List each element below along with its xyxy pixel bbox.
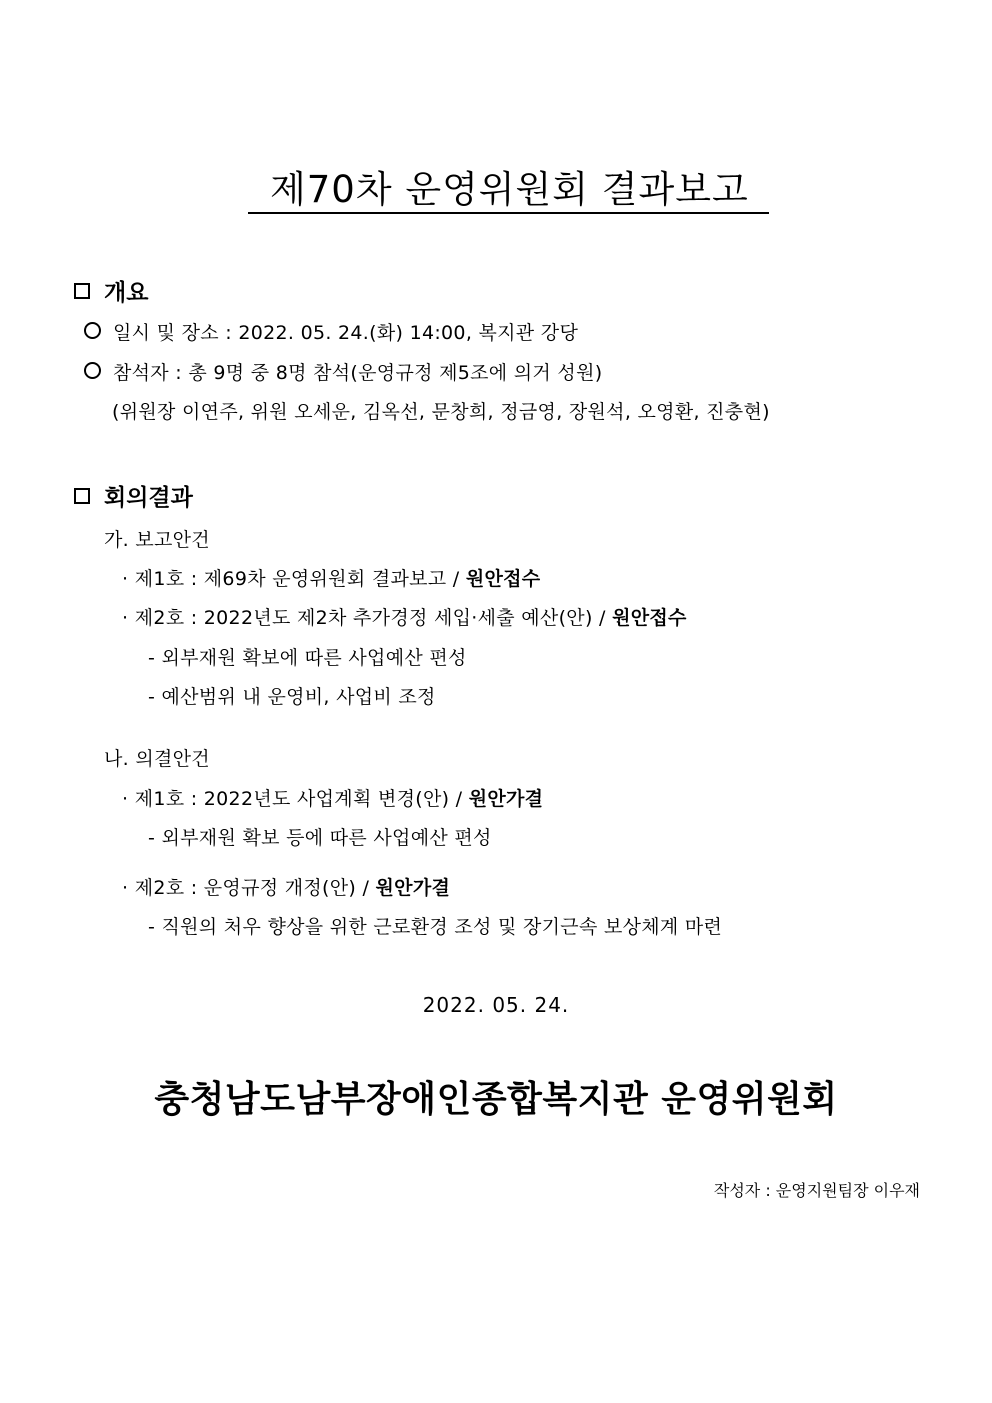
section-heading-results-label: 회의결과 <box>104 485 193 511</box>
resolution-item-2-detail-1: - 직원의 처우 향상을 위한 근로환경 조성 및 장기근속 보상체계 마련 <box>148 916 723 938</box>
report-item-1-label: 제1호 <box>134 568 185 590</box>
resolution-item-1: · 제1호 : 2022년도 사업계획 변경(안) / 원안가결 <box>122 788 544 810</box>
organization-name: 충청남도남부장애인종합복지관 운영위원회 <box>154 1079 838 1120</box>
resolution-item-1-text: 2022년도 사업계획 변경(안) <box>203 788 450 810</box>
circle-bullet-icon <box>84 362 101 379</box>
section-heading-results <box>74 483 193 513</box>
resolution-item-2: · 제2호 : 운영규정 개정(안) / 원안가결 <box>122 877 451 899</box>
report-item-2-detail-1: - 외부재원 확보에 따른 사업예산 편성 <box>148 647 467 669</box>
report-item-1-text: 제69차 운영위원회 결과보고 <box>203 568 447 590</box>
report-item-2: · 제2호 : 2022년도 제2차 추가경정 세입·세출 예산(안) / 원안접수 <box>122 607 687 629</box>
author-label: 작성자 <box>713 1181 761 1200</box>
report-item-2-result: 원안접수 <box>612 607 687 629</box>
document-date: 2022. 05. 24. <box>422 993 570 1017</box>
checkbox-square-icon <box>74 283 90 299</box>
page-title: 제70차 운영위원회 결과보고 <box>248 168 769 214</box>
resolution-item-1-result: 원안가결 <box>468 788 544 810</box>
detail-text: 외부재원 확보에 따른 사업예산 편성 <box>161 647 467 669</box>
circle-bullet-icon <box>84 322 101 339</box>
resolution-item-2-text: 운영규정 개정(안) <box>203 877 357 899</box>
attendees-value: 총 9명 중 8명 참석(운영규정 제5조에 의거 성원) <box>188 362 603 384</box>
overview-datetime-line: 일시 및 장소 : 2022. 05. 24.(화) 14:00, 복지관 강당 <box>84 320 578 346</box>
resolution-agenda-heading: 나. 의결안건 <box>104 748 210 770</box>
section-heading-overview-label: 개요 <box>104 280 149 306</box>
resolution-item-1-detail-1: - 외부재원 확보 등에 따른 사업예산 편성 <box>148 827 492 849</box>
detail-text: 외부재원 확보 등에 따른 사업예산 편성 <box>161 827 492 849</box>
report-item-2-detail-2: - 예산범위 내 운영비, 사업비 조정 <box>148 686 436 708</box>
author-line: 작성자 : 운영지원팀장 이우재 <box>713 1181 920 1200</box>
report-item-1: · 제1호 : 제69차 운영위원회 결과보고 / 원안접수 <box>122 568 541 590</box>
resolution-item-1-label: 제1호 <box>134 788 185 810</box>
datetime-label: 일시 및 장소 <box>113 322 219 344</box>
report-item-1-result: 원안접수 <box>465 568 541 590</box>
resolution-item-2-result: 원안가결 <box>375 877 451 899</box>
overview-attendees-line: 참석자 : 총 9명 중 8명 참석(운영규정 제5조에 의거 성원) <box>84 360 602 386</box>
checkbox-square-icon <box>74 488 90 504</box>
attendees-label: 참석자 <box>113 362 169 384</box>
detail-text: 직원의 처우 향상을 위한 근로환경 조성 및 장기근속 보상체계 마련 <box>161 916 723 938</box>
resolution-item-2-label: 제2호 <box>134 877 185 899</box>
attendees-names: (위원장 이연주, 위원 오세운, 김옥선, 문창희, 정금영, 장원석, 오영환, 진충현) <box>112 401 770 423</box>
report-item-2-label: 제2호 <box>134 607 185 629</box>
report-agenda-heading: 가. 보고안건 <box>104 529 210 551</box>
author-value: 운영지원팀장 이우재 <box>775 1181 920 1200</box>
datetime-value: 2022. 05. 24.(화) 14:00, 복지관 강당 <box>238 322 579 344</box>
section-heading-overview <box>74 278 148 308</box>
report-item-2-text: 2022년도 제2차 추가경정 세입·세출 예산(안) <box>203 607 593 629</box>
detail-text: 예산범위 내 운영비, 사업비 조정 <box>161 686 436 708</box>
